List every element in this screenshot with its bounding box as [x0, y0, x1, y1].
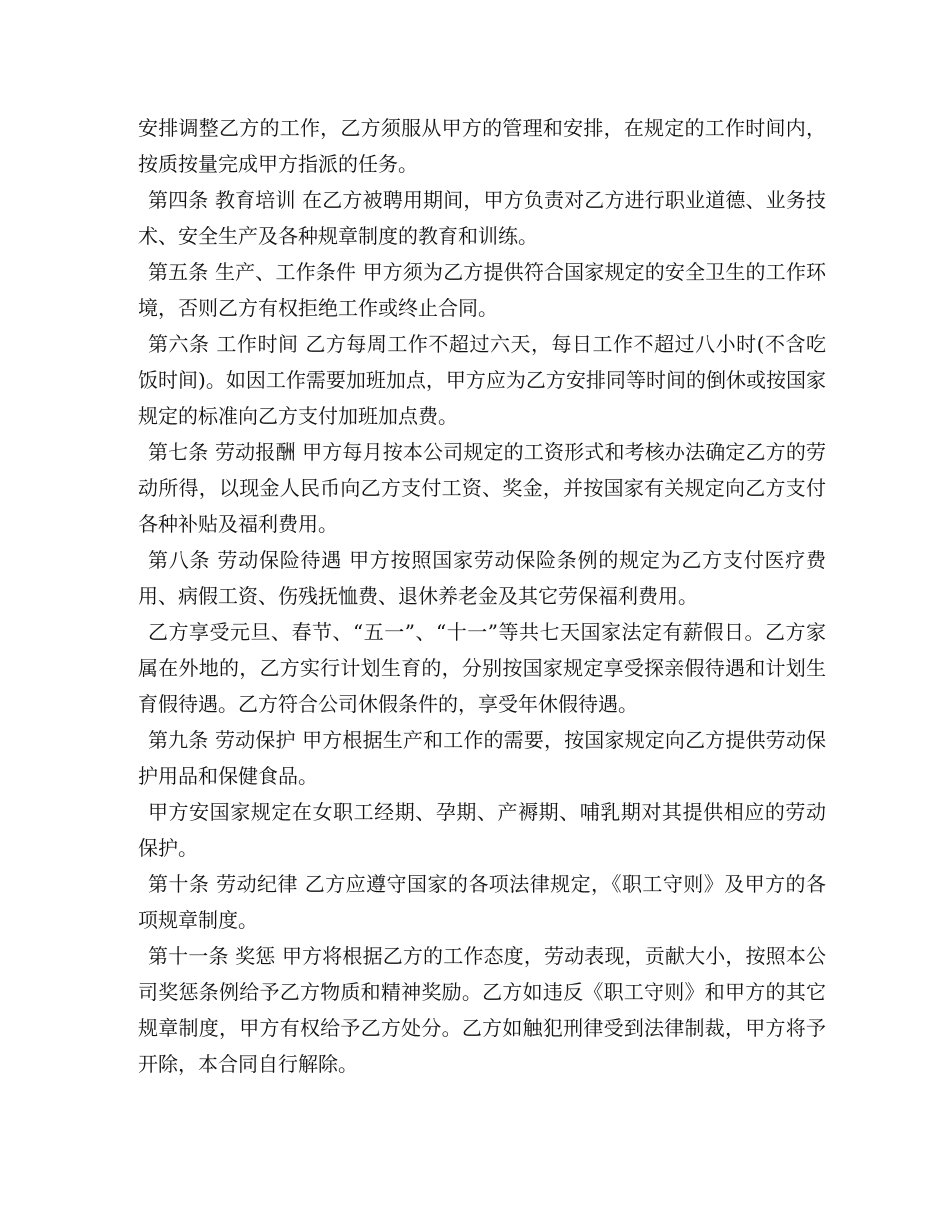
- paragraph-holidays: 乙方享受元旦、春节、“五一”、“十一”等共七天国家法定有薪假日。乙方家属在外地的，乙方实行计划生育的，分别按国家规定享受探亲假待遇和计划生育假待遇。乙方符合公司休假条件的，享受年休假待遇。: [138, 620, 826, 716]
- paragraph-article-7: 第七条 劳动报酬 甲方每月按本公司规定的工资形式和考核办法确定乙方的劳动所得，以现金人民币向乙方支付工资、奖金，并按国家有关规定向乙方支付各种补贴及福利费用。: [138, 440, 826, 536]
- paragraph-article-9: 第九条 劳动保护 甲方根据生产和工作的需要，按国家规定向乙方提供劳动保护用品和保健食品。: [138, 728, 826, 788]
- paragraph-article-5: 第五条 生产、工作条件 甲方须为乙方提供符合国家规定的安全卫生的工作环境，否则乙方有权拒绝工作或终止合同。: [138, 260, 826, 320]
- paragraph-female-protection: 甲方安国家规定在女职工经期、孕期、产褥期、哺乳期对其提供相应的劳动保护。: [138, 800, 826, 860]
- paragraph-article-10: 第十条 劳动纪律 乙方应遵守国家的各项法律规定，《职工守则》及甲方的各项规章制度。: [138, 872, 826, 932]
- document-body: [138, 110, 826, 1082]
- paragraph-article-4: 第四条 教育培训 在乙方被聘用期间，甲方负责对乙方进行职业道德、业务技术、安全生产及各种规章制度的教育和训练。: [138, 188, 826, 248]
- paragraph-article-11: 第十一条 奖惩 甲方将根据乙方的工作态度，劳动表现，贡献大小，按照本公司奖惩条例给予乙方物质和精神奖励。乙方如违反《职工守则》和甲方的其它规章制度，甲方有权给予乙方处分。乙方如触犯刑律受到法律制裁，甲方将予开除，本合同自行解除。: [138, 944, 826, 1076]
- paragraph-article-6: 第六条 工作时间 乙方每周工作不超过六天，每日工作不超过八小时(不含吃饭时间)。如因工作需要加班加点，甲方应为乙方安排同等时间的倒休或按国家规定的标准向乙方支付加班加点费。: [138, 332, 826, 428]
- paragraph-article-8: 第八条 劳动保险待遇 甲方按照国家劳动保险条例的规定为乙方支付医疗费用、病假工资、伤残抚恤费、退休养老金及其它劳保福利费用。: [138, 548, 826, 608]
- paragraph-continuation: 安排调整乙方的工作，乙方须服从甲方的管理和安排，在规定的工作时间内，按质按量完成甲方指派的任务。: [138, 116, 826, 176]
